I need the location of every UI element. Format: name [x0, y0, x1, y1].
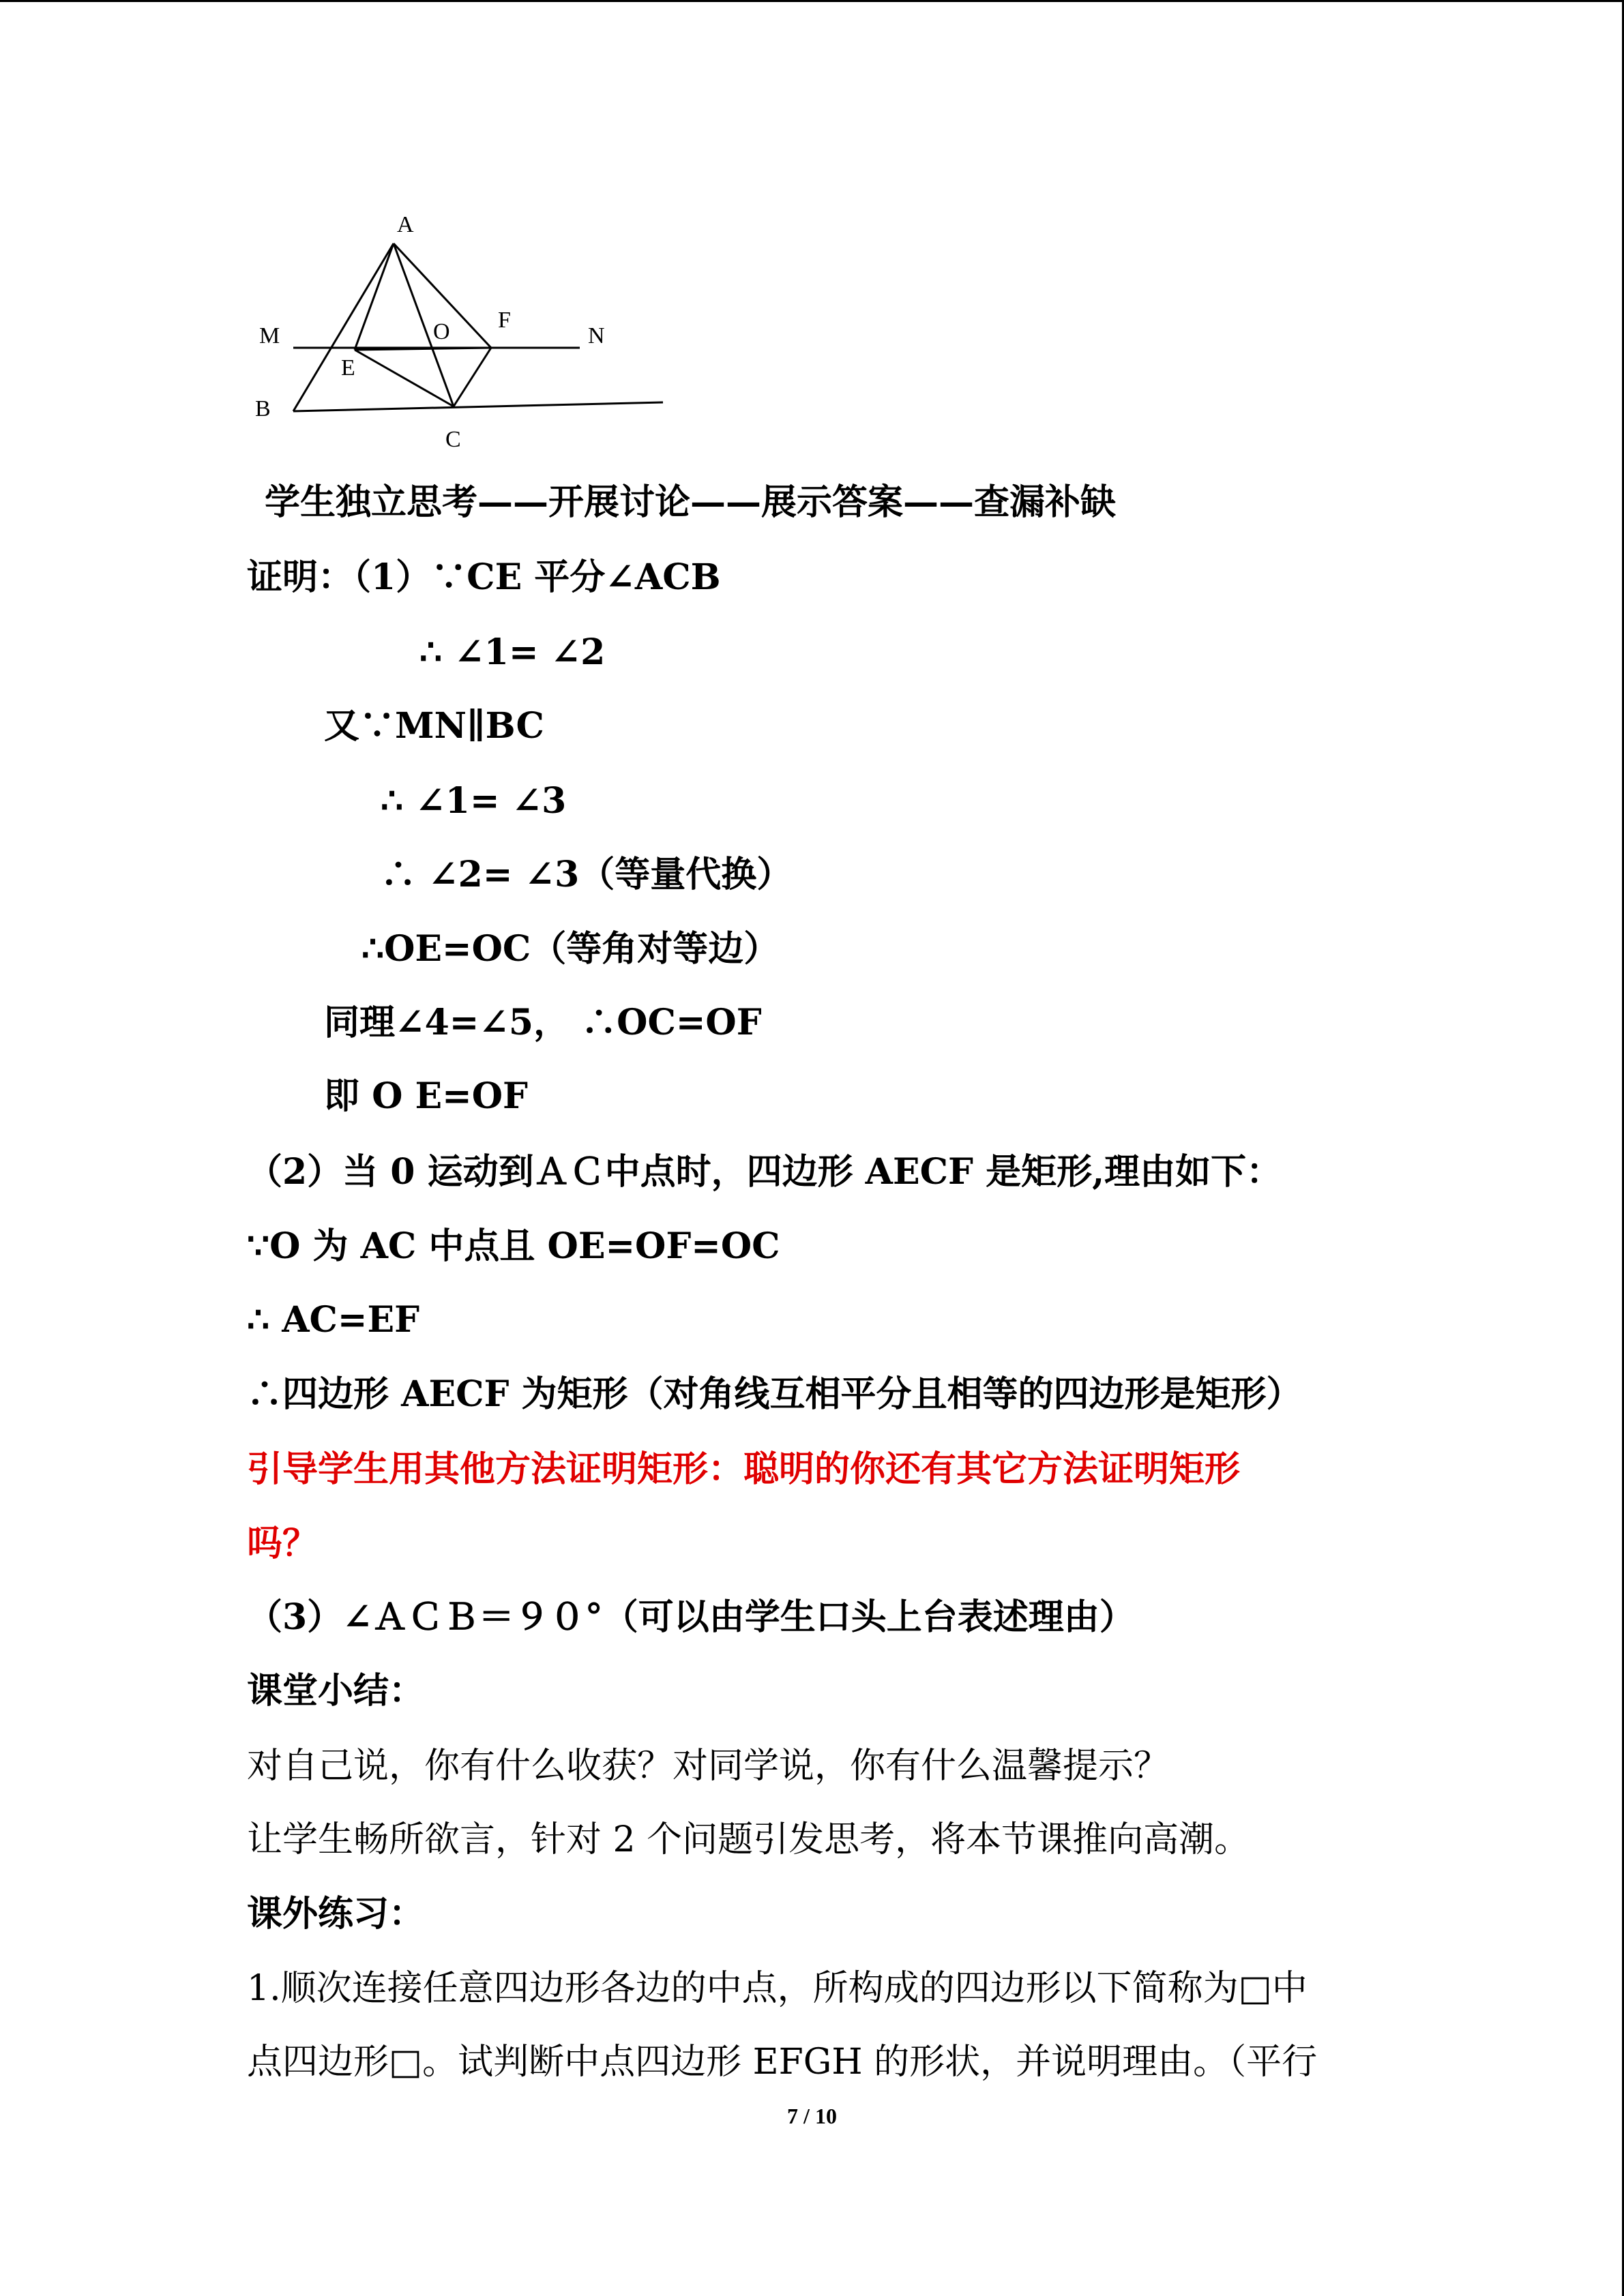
summary-text: 让学生畅所欲言，针对 2 个问题引发思考，将本节课推向高潮。 [247, 1819, 1250, 1860]
exercise-text: 点四边形□。试判断中点四边形 EFGH 的形状，并说明理由。（平行 [247, 2042, 1318, 2083]
proof-step: 同理∠4=∠5， ∴OC=OF [324, 1002, 762, 1043]
summary-text: 对自己说，你有什么收获？对同学说，你有什么温馨提示？ [247, 1746, 1170, 1787]
label-c: C [445, 427, 461, 452]
geometry-figure [246, 205, 682, 464]
label-n: N [588, 323, 605, 348]
label-a: A [397, 212, 414, 237]
exercise-text: 1.顺次连接任意四边形各边的中点，所构成的四边形以下简称为□中 [247, 1968, 1308, 2009]
label-e: E [341, 355, 355, 381]
proof-part2: （2）当 0 运动到ＡＣ中点时，四边形 AECF 是矩形,理由如下： [247, 1151, 1282, 1193]
proof-step: 即 O E=OF [324, 1075, 528, 1117]
section-summary-heading: 课堂小结： [247, 1670, 425, 1712]
label-b: B [255, 396, 271, 421]
proof-step: ∴ ∠1= ∠2 [419, 631, 606, 673]
section-exercise-heading: 课外练习： [247, 1893, 425, 1935]
page-number: 7 / 10 [787, 2104, 837, 2128]
proof-step: ∴ ∠2= ∠3（等量代换） [381, 854, 793, 895]
proof-step: ∴ ∠1= ∠3 [381, 780, 567, 822]
proof-step: ∴OE=OC（等角对等边） [361, 928, 780, 970]
label-f: F [498, 308, 511, 333]
proof-step: ∴ AC=EF [247, 1299, 420, 1341]
line-bc [293, 402, 663, 411]
proof-conclusion: ∴四边形 AECF 为矩形（对角线互相平分且相等的四边形是矩形） [247, 1373, 1302, 1415]
label-m: M [259, 323, 280, 348]
activity-line: 学生独立思考——开展讨论——展示答案——查漏补缺 [265, 481, 1117, 523]
segment-ab [293, 243, 394, 411]
segment-fc [454, 348, 491, 406]
teacher-prompt-continued: 吗？ [247, 1523, 319, 1564]
segment-ae [355, 243, 394, 350]
proof-heading: 证明：（1）∵CE 平分∠ACB [247, 556, 721, 598]
teacher-prompt: 引导学生用其他方法证明矩形：聪明的你还有其它方法证明矩形 [247, 1448, 1241, 1490]
proof-part3: （3）∠ＡＣＢ＝９０°（可以由学生口头上台表述理由） [247, 1596, 1135, 1638]
proof-step: 又∵MN∥BC [324, 705, 544, 747]
proof-step: ∵O 为 AC 中点且 OE=OF=OC [247, 1225, 780, 1267]
segment-ec [355, 350, 454, 406]
label-o: O [433, 319, 450, 344]
